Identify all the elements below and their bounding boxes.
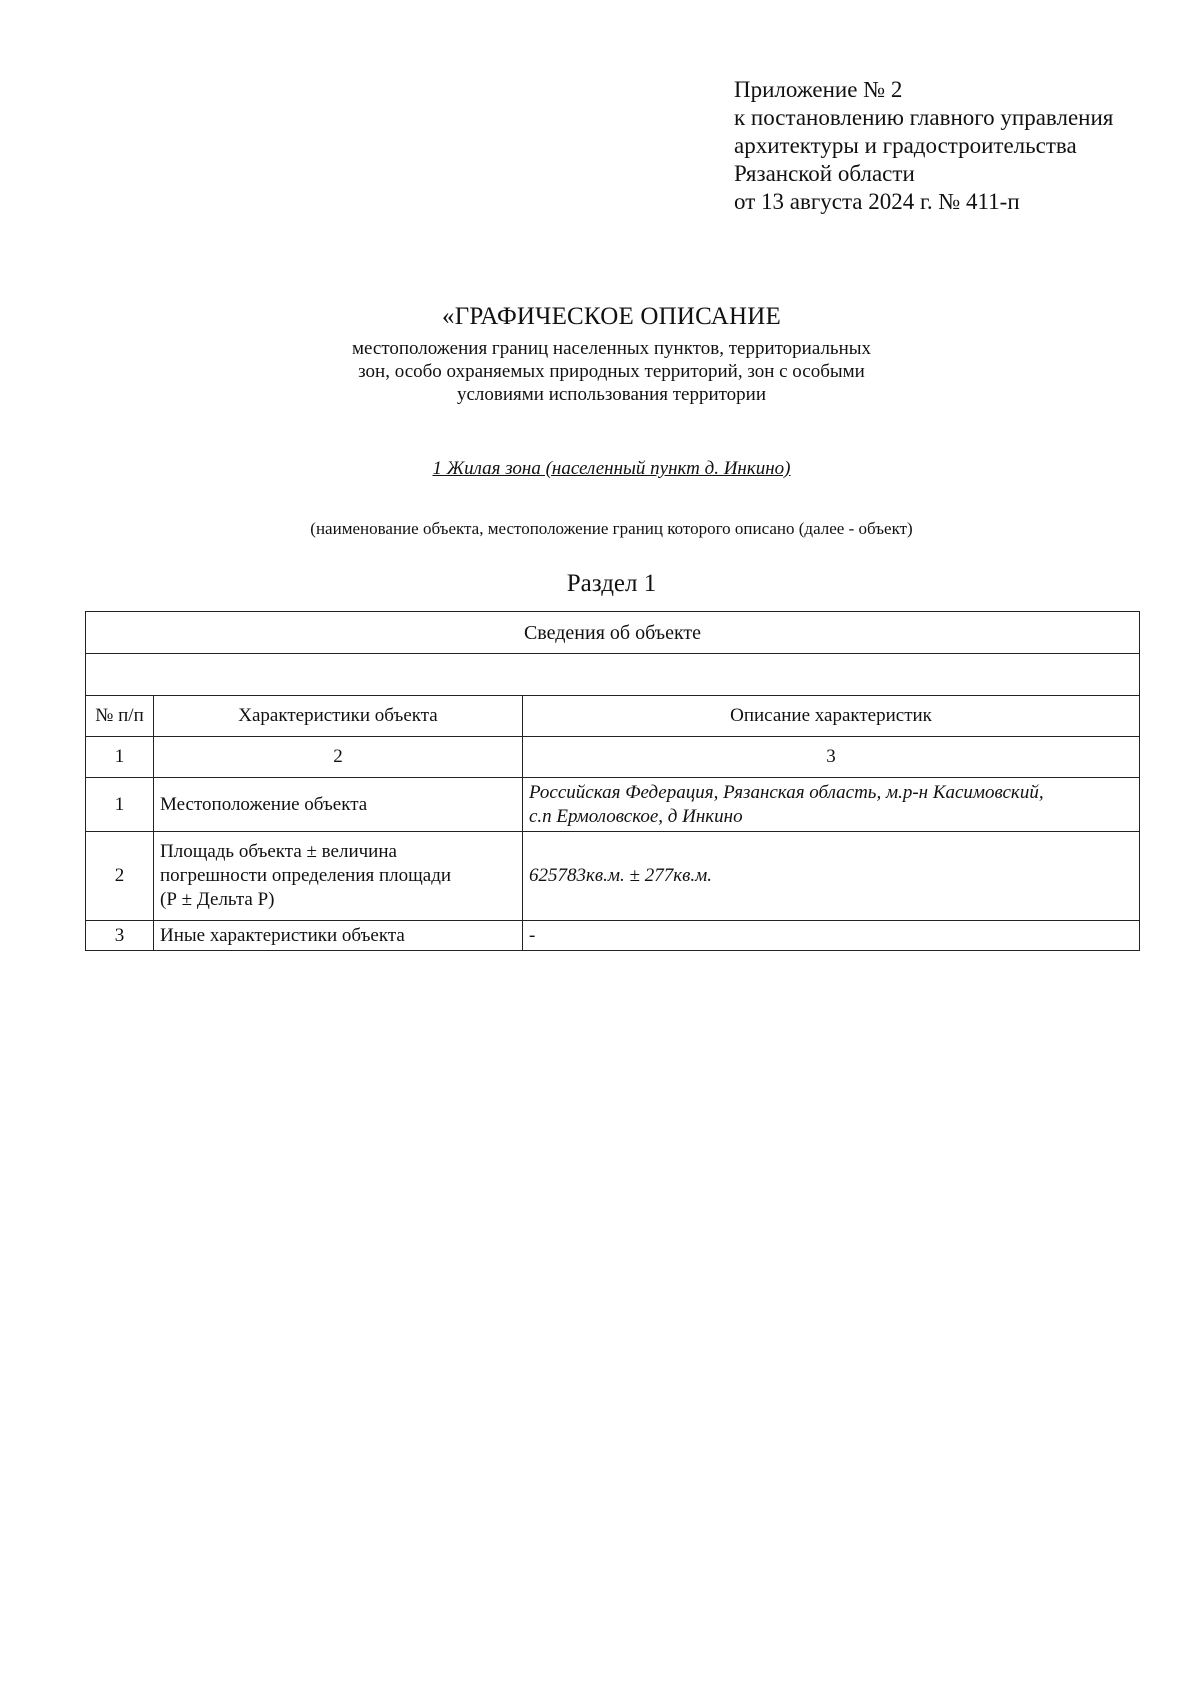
table-row [86, 832, 1140, 921]
object-caption: (наименование объекта, местоположение границ которого описано (далее - объект) [310, 519, 913, 538]
row-description: 625783кв.м. ± 277кв.м. [523, 832, 1140, 921]
table-empty-cell [86, 654, 1140, 696]
table-row [86, 778, 1140, 832]
document-title: «ГРАФИЧЕСКОЕ ОПИСАНИЕ [442, 303, 781, 330]
table-header-row [86, 612, 1140, 654]
subtitle-line: зон, особо охраняемых природных территорий, зон с особыми [358, 361, 865, 382]
description-line: с.п Ермоловское, д Инкино [529, 805, 743, 827]
description-line: Российская Федерация, Рязанская область, м.р-н Касимовский, [529, 781, 1044, 803]
table-column-headers [86, 696, 1140, 737]
document-subtitle [0, 337, 1200, 406]
row-characteristic [154, 832, 523, 921]
column-header-description: Описание характеристик [523, 696, 1140, 737]
row-characteristic: Иные характеристики объекта [154, 921, 523, 951]
object-info-table [85, 611, 1140, 951]
appendix-line: Приложение № 2 [734, 77, 903, 102]
row-description [523, 778, 1140, 832]
appendix-line: к постановлению главного управления [734, 105, 1114, 130]
column-index: 2 [154, 737, 523, 778]
characteristic-line: Площадь объекта ± величина [160, 841, 397, 862]
characteristic-line: (Р ± Дельта Р) [160, 889, 275, 910]
subtitle-line: местоположения границ населенных пунктов, территориальных [351, 338, 872, 359]
column-header-characteristic: Характеристики объекта [154, 696, 523, 737]
column-index: 1 [86, 737, 154, 778]
section-title: Раздел 1 [566, 570, 657, 597]
appendix-line: Рязанской области [734, 161, 915, 186]
subtitle-line: условиями использования территории [456, 384, 767, 405]
object-name: 1 Жилая зона (населенный пункт д. Инкино) [432, 458, 791, 479]
table-empty-row [86, 654, 1140, 696]
column-header-number: № п/п [86, 696, 154, 737]
row-number: 2 [86, 832, 154, 921]
column-index: 3 [523, 737, 1140, 778]
row-description: - [523, 921, 1140, 951]
row-number: 3 [86, 921, 154, 951]
table-column-index-row [86, 737, 1140, 778]
characteristic-line: погрешности определения площади [160, 865, 452, 886]
row-characteristic: Местоположение объекта [154, 778, 523, 832]
appendix-line: от 13 августа 2024 г. № 411-п [734, 189, 1020, 214]
row-number: 1 [86, 778, 154, 832]
table-header: Сведения об объекте [86, 612, 1140, 654]
appendix-line: архитектуры и градостроительства [734, 133, 1077, 158]
appendix-reference [734, 76, 1113, 216]
table-row [86, 921, 1140, 951]
